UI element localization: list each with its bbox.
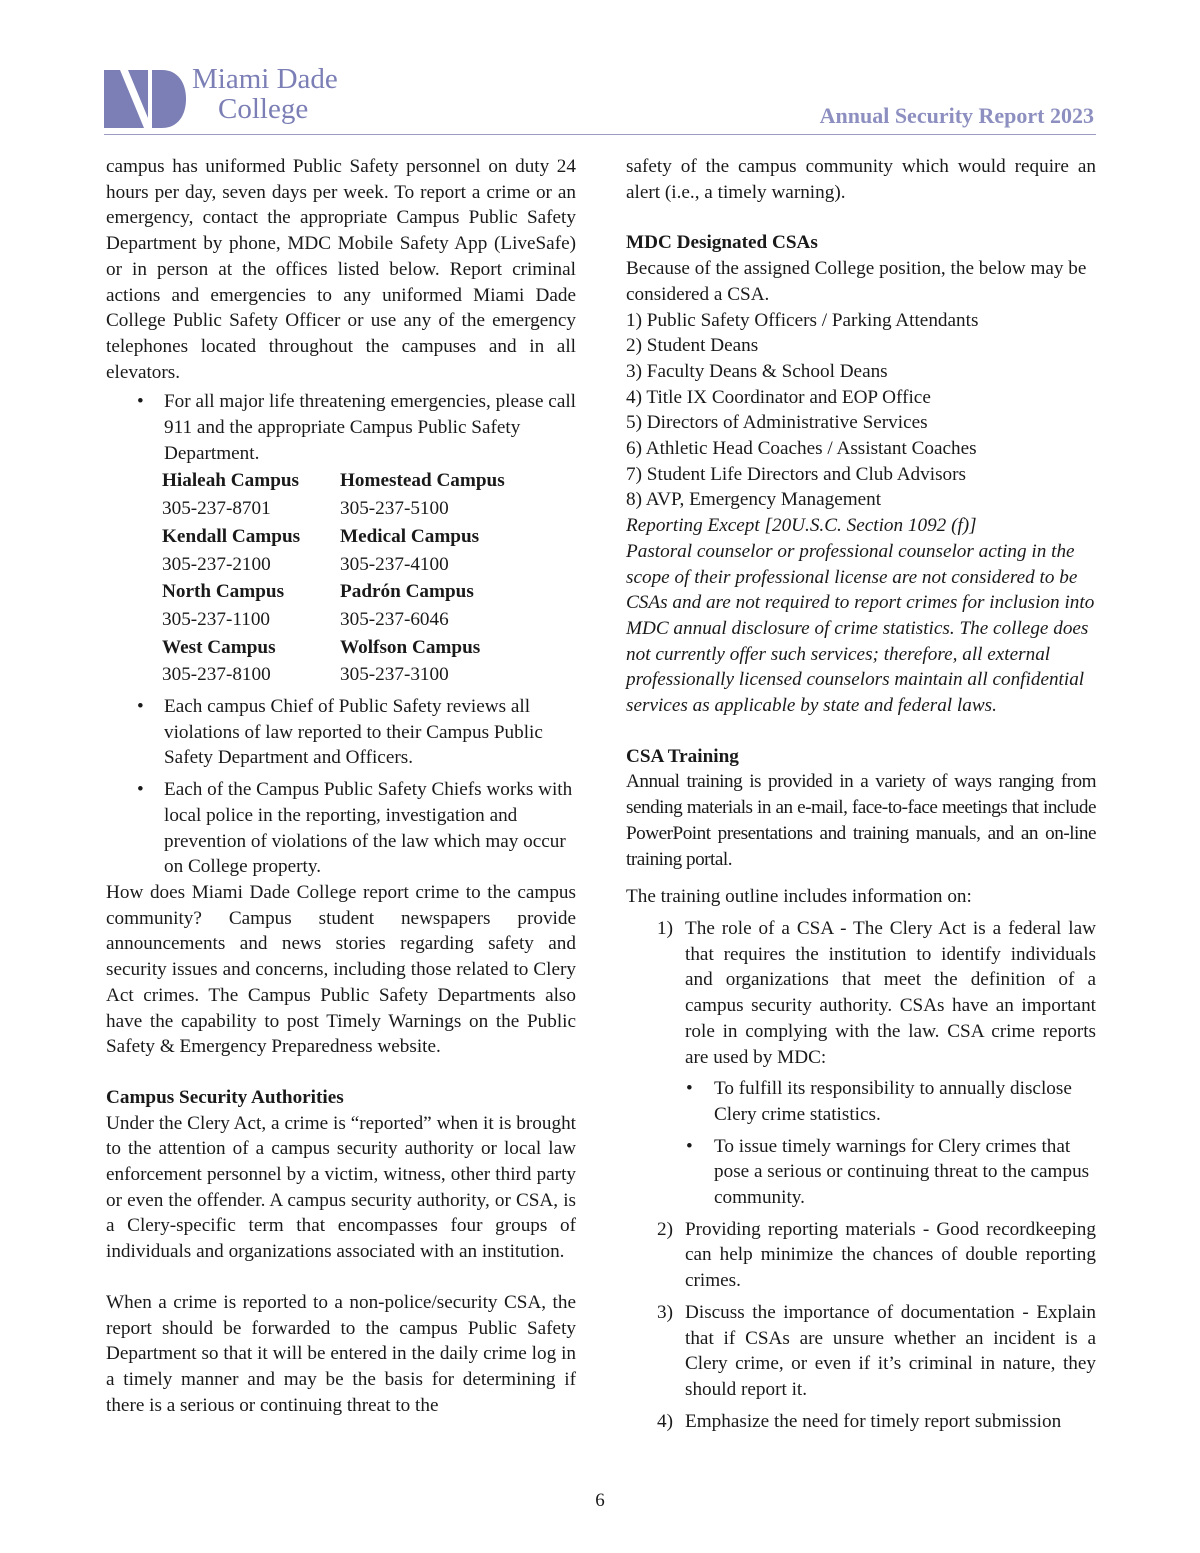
college-logo-icon xyxy=(104,70,186,128)
outline-text: Providing reporting materials - Good recordkeeping can help minimize the chances of double reporting crimes. xyxy=(685,1218,1096,1292)
designated-item: 8) AVP, Emergency Management xyxy=(626,489,882,511)
outline-number: 4) xyxy=(657,1410,673,1432)
outline-number: 3) xyxy=(657,1301,673,1323)
designated-csas-heading: MDC Designated CSAs xyxy=(626,232,818,254)
reporting-exception-title: Reporting Except [20U.S.C. Section 1092 (f)] xyxy=(626,515,977,537)
designated-item: 3) Faculty Deans & School Deans xyxy=(626,360,888,382)
designated-item: 7) Student Life Directors and Club Advisors xyxy=(626,463,966,485)
logo-line-1: Miami Dade xyxy=(192,63,338,95)
outline-text: The role of a CSA - The Clery Act is a federal law that requires the institution to identify individuals and organizations that meet the definition of a campus security authority. CSAs have an important role in complying with the law. CSA crime reports are used by MDC: xyxy=(685,917,1096,1068)
designated-item: 5) Directors of Administrative Services xyxy=(626,412,928,434)
bullet-chief-reviews: • Each campus Chief of Public Safety reviews all violations of law reported to their Campus Public Safety Department and Officers. xyxy=(106,694,576,771)
outline-item xyxy=(626,916,1096,1211)
training-outline-list xyxy=(626,916,1096,1434)
designated-list xyxy=(626,308,1096,514)
logo-line-2: College xyxy=(218,93,309,125)
designated-item: 6) Athletic Head Coaches / Assistant Coaches xyxy=(626,438,977,460)
csa-paragraph: Under the Clery Act, a crime is “reported” when it is brought to the attention of a campus security authority or local law enforcement personnel by a victim, witness, other third party or even the offender. A campus security authority, or CSA, is a Clery-specific term that encompasses four groups of individuals and organizations associated with an institution. xyxy=(106,1112,576,1263)
csa-training-heading: CSA Training xyxy=(626,745,739,767)
outline-sub-list xyxy=(685,1076,1096,1211)
campus-name: Wolfson Campus xyxy=(340,636,481,658)
reporting-exception-body: Pastoral counselor or professional counselor acting in the scope of their professional license are not considered to be CSAs and are not required to report crimes for inclusion into MDC annual disclosure of crime statistics. The college does not currently offer such services; therefore, all external professionally licensed counselors maintain all confidential services as applicable by state and federal laws. xyxy=(626,540,1095,717)
csa-forwarding-paragraph: When a crime is reported to a non-police/security CSA, the report should be forwarded to the campus Public Safety Department so that it will be entered in the daily crime log in a timely manner and may be the basis for determining if there is a serious or continuing threat to the xyxy=(106,1291,576,1416)
outline-text: Discuss the importance of documentation - Explain that if CSAs are unsure whether an incident is a Clery crime, or even if it’s criminal in nature, they should report it. xyxy=(685,1301,1096,1400)
campus-phone: 305-237-6046 xyxy=(340,608,449,630)
campus-name: Hialeah Campus xyxy=(162,470,300,492)
outline-number: 2) xyxy=(657,1218,673,1240)
training-paragraph: Annual training is provided in a variety of ways ranging from sending materials in an e-mail, face-to-face meetings that include PowerPoint presentations and training manuals, and an on-line training portal. xyxy=(626,771,1096,870)
left-column xyxy=(106,154,576,1418)
campus-name: Padrón Campus xyxy=(340,581,474,603)
right-column xyxy=(626,154,1096,1440)
bullet-chiefs-work: • Each of the Campus Public Safety Chiefs works with local police in the reporting, investigation and prevention of violations of the law which may occur on College property. xyxy=(106,777,576,880)
outline-sub-item: • To fulfill its responsibility to annually disclose Clery crime statistics. xyxy=(685,1076,1096,1127)
campus-name: West Campus xyxy=(162,636,276,658)
designated-intro: Because of the assigned College position, the below may be considered a CSA. xyxy=(626,258,1087,305)
campus-phone: 305-237-8701 xyxy=(162,498,271,520)
bullet-emergencies-text: For all major life threatening emergencies, please call 911 and the appropriate Campus Public Safety Department. xyxy=(164,391,577,464)
outline-item xyxy=(626,1217,1096,1294)
college-logo-text xyxy=(192,64,338,124)
campus-contacts-grid xyxy=(162,468,576,688)
report-title: Annual Security Report 2023 xyxy=(819,103,1094,128)
outline-text: Emphasize the need for timely report submission xyxy=(685,1410,1062,1432)
outline-sub-item: • To issue timely warnings for Clery crimes that pose a serious or continuing threat to the campus community. xyxy=(685,1134,1096,1211)
outline-intro: The training outline includes information on: xyxy=(626,886,972,908)
designated-item: 2) Student Deans xyxy=(626,335,759,357)
left-bullet-list xyxy=(106,389,576,880)
page-number: 6 xyxy=(595,1490,605,1511)
campus-phone: 305-237-5100 xyxy=(340,498,449,520)
campus-phone: 305-237-1100 xyxy=(162,608,271,630)
campus-name: Kendall Campus xyxy=(162,525,301,547)
campus-phone: 305-237-2100 xyxy=(162,553,271,575)
continued-paragraph: safety of the campus community which would require an alert (i.e., a timely warning). xyxy=(626,156,1096,203)
outline-item xyxy=(626,1409,1096,1435)
designated-item: 1) Public Safety Officers / Parking Attendants xyxy=(626,309,979,331)
intro-paragraph: campus has uniformed Public Safety personnel on duty 24 hours per day, seven days per week. To report a crime or an emergency, contact the appropriate Campus Public Safety Department by phone, MDC Mobile Safety App (LiveSafe) or in person at the offices listed below. Report criminal actions and emergencies to any uniformed Miami Dade College Public Safety Officer or use any of the emergency telephones located throughout the campuses and in all elevators. xyxy=(106,156,576,383)
campus-phone: 305-237-3100 xyxy=(340,664,449,686)
campus-name: North Campus xyxy=(162,581,285,603)
designated-item: 4) Title IX Coordinator and EOP Office xyxy=(626,386,931,408)
campus-name: Medical Campus xyxy=(340,525,480,547)
campus-name: Homestead Campus xyxy=(340,470,505,492)
outline-item xyxy=(626,1300,1096,1403)
campus-phone: 305-237-4100 xyxy=(340,553,449,575)
outline-number: 1) xyxy=(657,917,673,939)
campus-phone: 305-237-8100 xyxy=(162,664,271,686)
page-header xyxy=(0,0,1200,140)
report-crime-paragraph: How does Miami Dade College report crime to the campus community? Campus student newspapers provide announcements and news stories regarding safety and security issues and concerns, including those related to Clery Act crimes. The Campus Public Safety Departments also have the capability to post Timely Warnings on the Public Safety & Emergency Preparedness website. xyxy=(106,881,576,1058)
csa-heading: Campus Security Authorities xyxy=(106,1086,344,1108)
bullet-emergencies xyxy=(106,389,576,688)
header-divider xyxy=(104,134,1096,135)
